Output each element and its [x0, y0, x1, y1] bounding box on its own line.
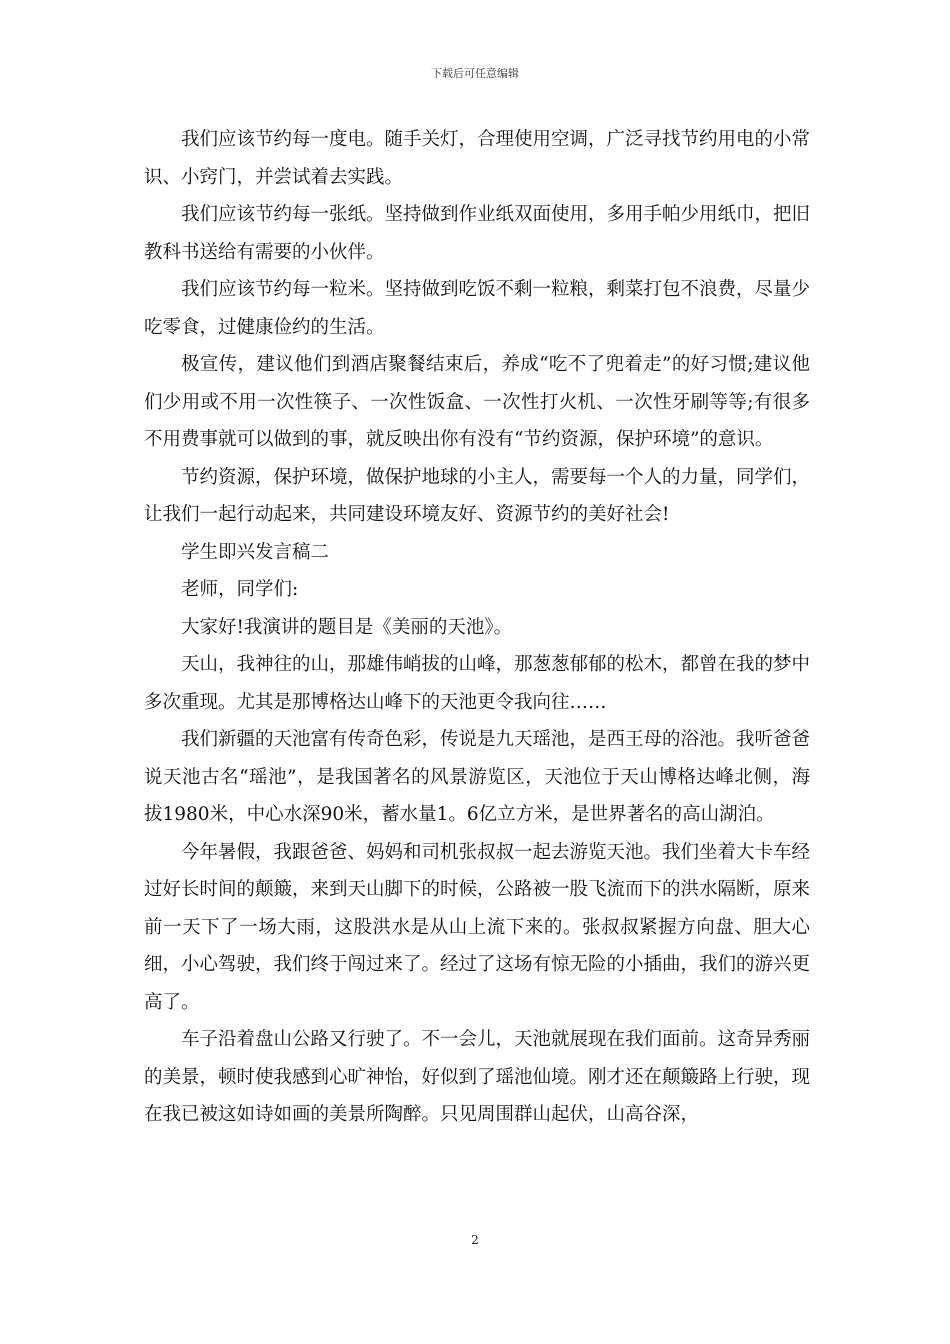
paragraph: 我们应该节约每一张纸。坚持做到作业纸双面使用，多用手帕少用纸巾，把旧教科书送给有需要的小伙伴。: [144, 204, 811, 263]
paragraph: 今年暑假，我跟爸爸、妈妈和司机张叔叔一起去游览天池。我们坐着大卡车经过好长时间的颠簸，来到天山脚下的时候，公路被一股飞流而下的洪水隔断，原来前一天下了一场大雨，这股洪水是从山上流下来的。张叔叔紧握方向盘、胆大心细，小心驾驶，我们终于闯过来了。经过了这场有惊无险的小插曲，我们的游兴更高了。: [144, 841, 811, 1013]
paragraph: 大家好!我演讲的题目是《美丽的天池》。: [181, 616, 513, 638]
paragraph: 天山，我神往的山，那雄伟峭拔的山峰，那葱葱郁郁的松木，都曾在我的梦中多次重现。尤其是那博格达山峰下的天池更令我向往……: [144, 654, 811, 713]
paragraph: 我们应该节约每一粒米。坚持做到吃饭不剩一粒粮，剩菜打包不浪费，尽量少吃零食，过健康俭约的生活。: [144, 279, 811, 338]
document-body: [144, 121, 810, 1134]
paragraph: 车子沿着盘山公路又行驶了。不一会儿，天池就展现在我们面前。这奇异秀丽的美景，顿时使我感到心旷神怡，好似到了瑶池仙境。刚才还在颠簸路上行驶，现在我已被这如诗如画的美景所陶醉。只见周围群山起伏，山高谷深，: [144, 1029, 811, 1125]
paragraph: 我们新疆的天池富有传奇色彩，传说是九天瑶池，是西王母的浴池。我听爸爸说天池古名“瑶池”，是我国著名的风景游览区，天池位于天山博格达峰北侧，海拔1980米，中心水深90米，蓄水量1。6亿立方米，是世界著名的高山湖泊。: [144, 729, 811, 825]
section-title: 学生即兴发言稿二: [181, 541, 330, 563]
page-header: 下载后可任意编辑: [431, 67, 519, 80]
paragraph: 节约资源，保护环境，做保护地球的小主人，需要每一个人的力量，同学们，让我们一起行动起来，共同建设环境友好、资源节约的美好社会!: [144, 466, 811, 525]
page-number: 2: [471, 1233, 479, 1247]
paragraph: 极宣传，建议他们到酒店聚餐结束后，养成“吃不了兜着走”的好习惯;建议他们少用或不用一次性筷子、一次性饭盒、一次性打火机、一次性牙刷等等;有很多不用费事就可以做到的事，就反映出你有没有“节约资源，保护环境”的意识。: [144, 354, 810, 450]
paragraph: 我们应该节约每一度电。随手关灯，合理使用空调，广泛寻找节约用电的小常识、小窍门，并尝试着去实践。: [144, 129, 811, 188]
salutation: 老师，同学们:: [181, 579, 299, 600]
